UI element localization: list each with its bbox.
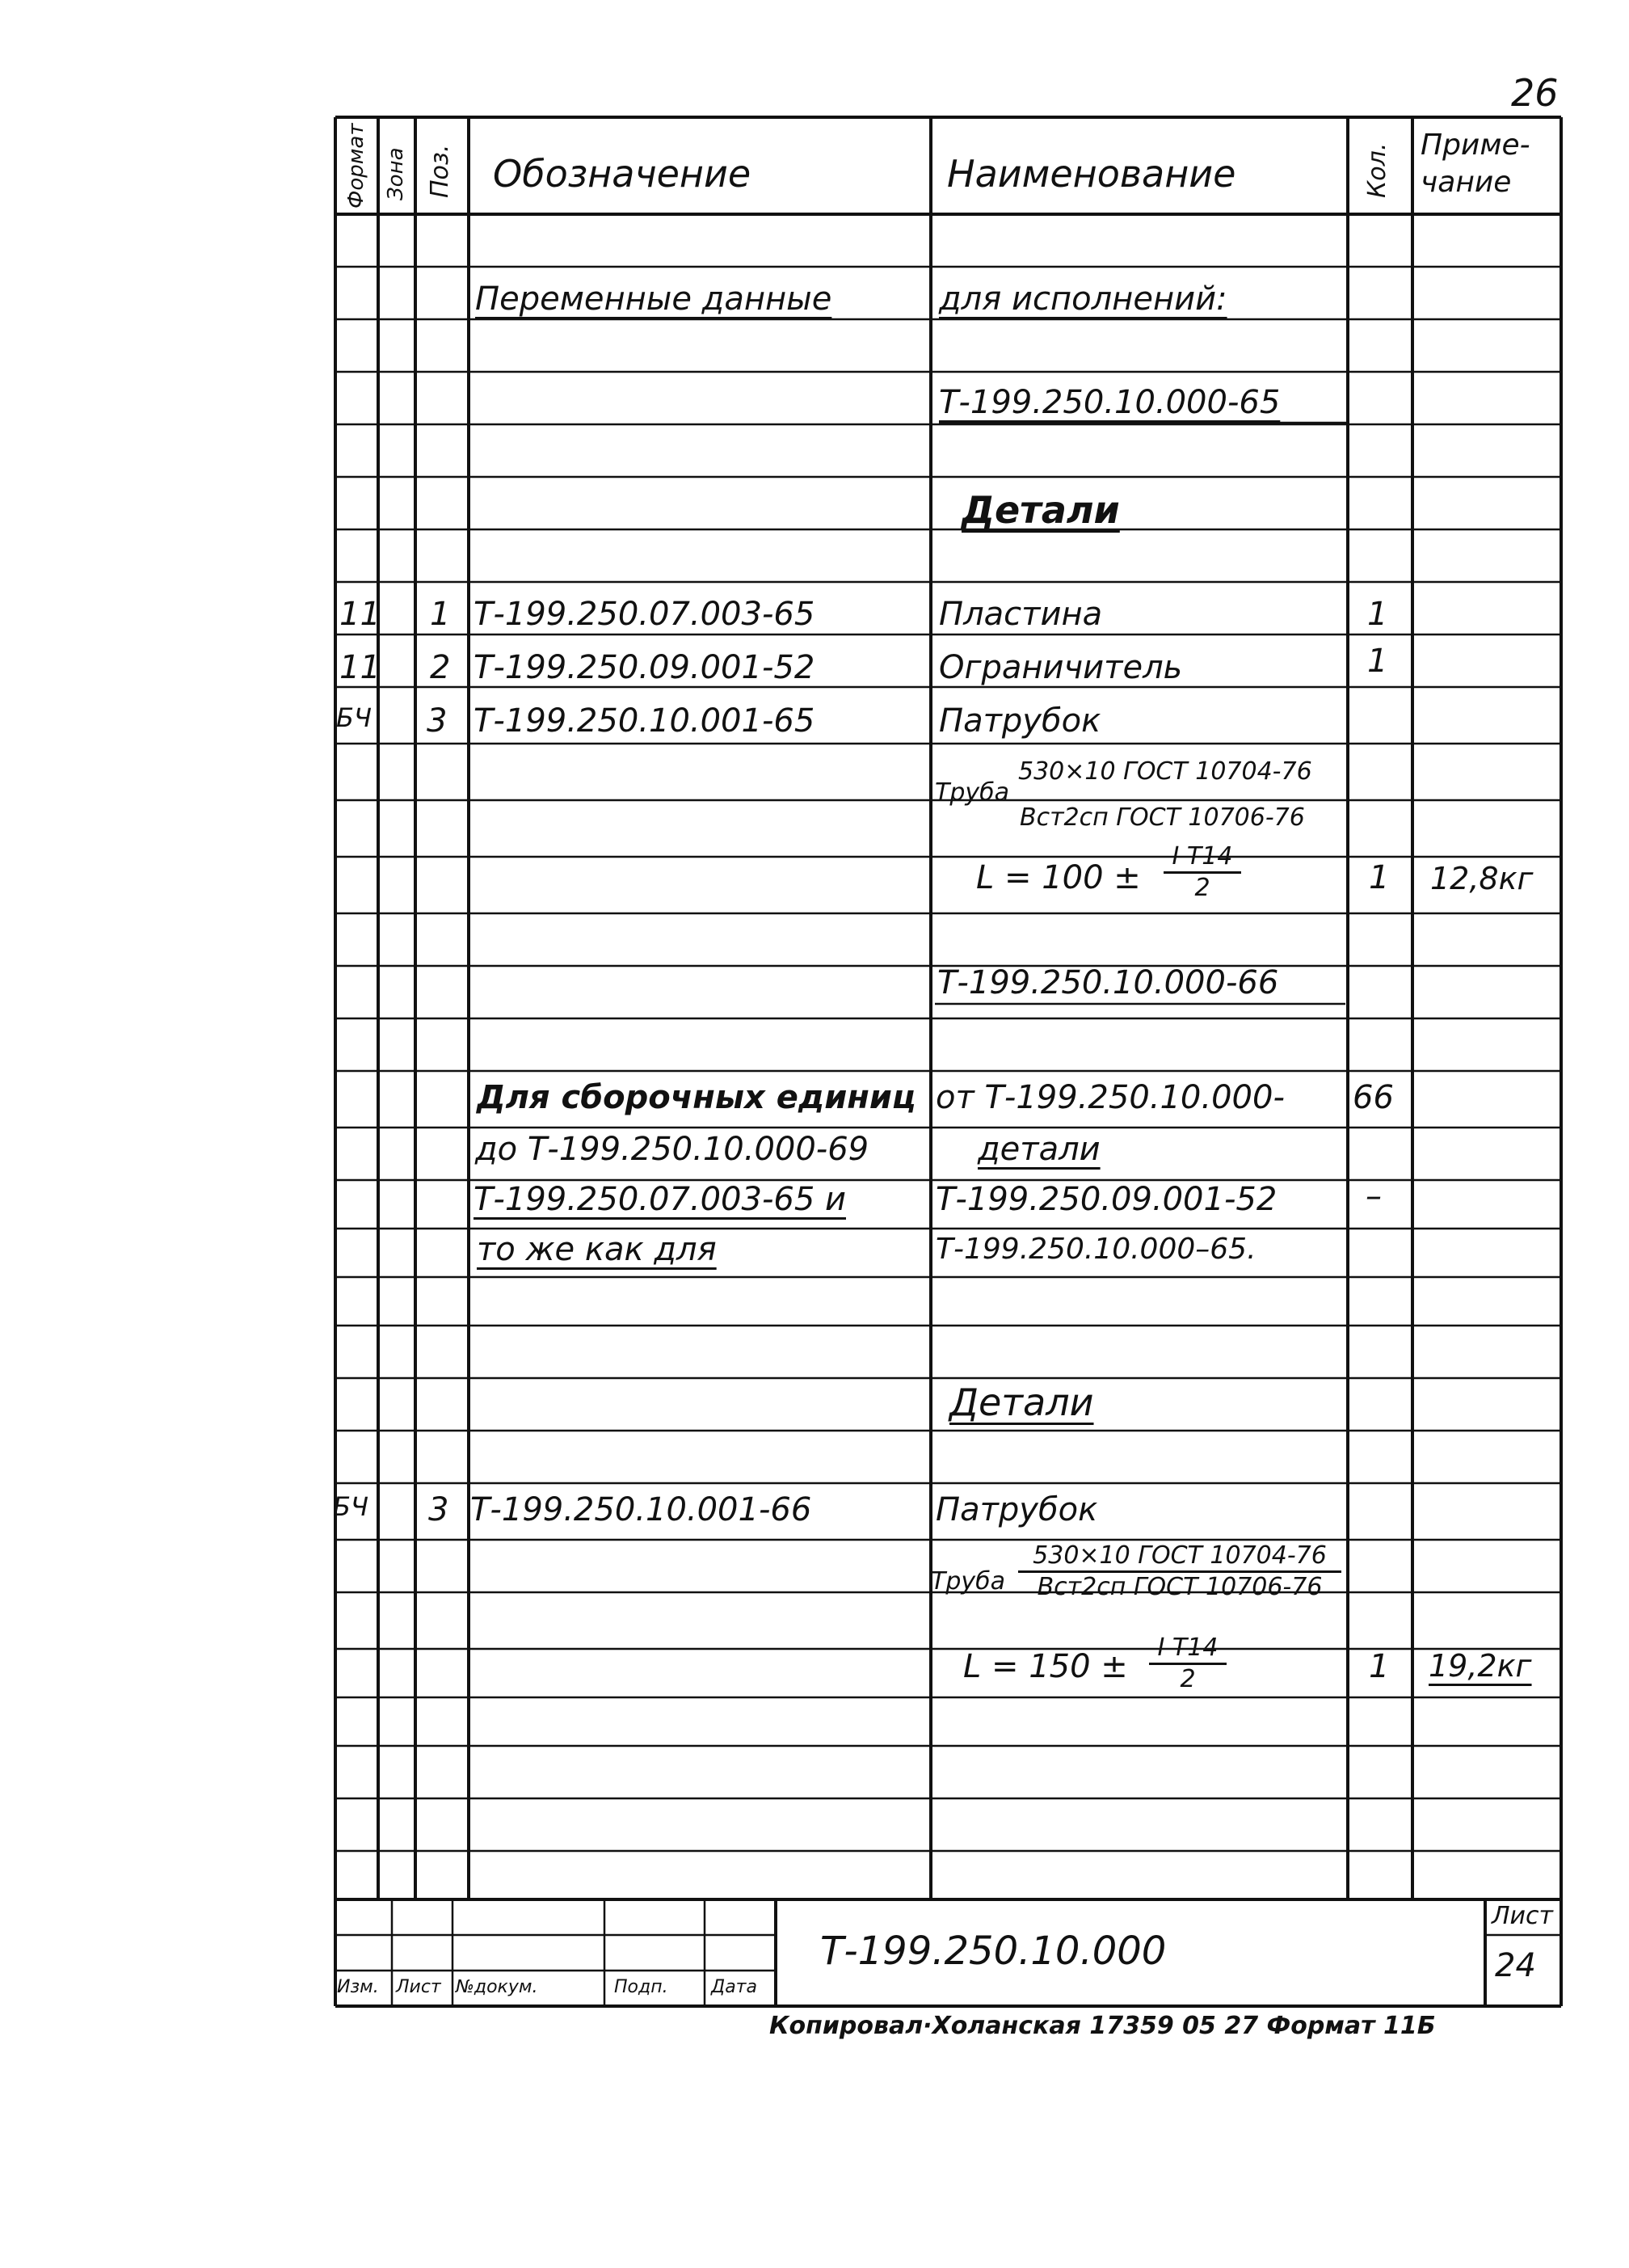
pipe2-numerator: 530×10 ГОСТ 10704-76 <box>1018 1544 1341 1573</box>
row2-format: 11 <box>339 649 381 686</box>
header-designation: Обозначение <box>493 152 751 196</box>
header-position: Поз. <box>426 144 454 198</box>
pipe2-denominator: Вст2сп ГОСТ 10706-76 <box>1037 1573 1323 1601</box>
assembly-line2-right: детали <box>978 1131 1101 1168</box>
length2-prefix: L = 150 ± <box>963 1648 1128 1685</box>
length1-quantity: 1 <box>1369 859 1390 896</box>
pipe2-fraction <box>1018 1541 1341 1601</box>
title-label-date: Дата <box>711 1977 757 1997</box>
length2-note: 19,2кг <box>1429 1648 1532 1684</box>
variable-data-left: Переменные данные <box>475 280 832 318</box>
assembly-line2-left: до Т-199.250.10.000-69 <box>475 1131 869 1168</box>
length2-tolerance-den: 2 <box>1180 1665 1196 1693</box>
variable-data-right: для исполнений: <box>939 280 1227 318</box>
variant-66: Т-199.250.10.000-66 <box>937 964 1279 1001</box>
variant-65: Т-199.250.10.000-65 <box>939 384 1281 421</box>
title-label-sheet: Лист <box>396 1977 441 1997</box>
assembly-line1-qty: 66 <box>1353 1079 1394 1116</box>
row3-position: 3 <box>427 702 448 740</box>
row4-format: БЧ <box>333 1491 368 1522</box>
assembly-line3-left: Т-199.250.07.003-65 и <box>474 1181 846 1218</box>
assembly-line1-right: от Т-199.250.10.000- <box>936 1079 1285 1116</box>
length2-tolerance-num: I T14 <box>1149 1636 1227 1665</box>
assembly-line3-qty: – <box>1366 1178 1382 1215</box>
row1-quantity: 1 <box>1367 596 1388 633</box>
title-label-signature: Подп. <box>614 1977 668 1997</box>
row1-format: 11 <box>339 596 381 633</box>
pipe1-numerator: 530×10 ГОСТ 10704-76 <box>1018 757 1312 786</box>
row4-name: Патрубок <box>936 1491 1098 1528</box>
length1-note: 12,8кг <box>1430 861 1534 896</box>
length2-quantity: 1 <box>1369 1648 1390 1685</box>
title-label-doc-number: №докум. <box>456 1977 538 1997</box>
header-note-line1: Приме- <box>1421 129 1530 162</box>
row2-designation: Т-199.250.09.001-52 <box>474 649 815 686</box>
pipe2-label: Труба <box>931 1567 1006 1596</box>
page-number: 26 <box>1511 71 1559 115</box>
assembly-line4-left: то же как для <box>477 1231 717 1268</box>
row2-name: Ограничитель <box>939 649 1183 686</box>
header-zone: Зона <box>384 147 408 200</box>
length1-tolerance <box>1164 842 1241 902</box>
details-heading-2: Детали <box>949 1381 1094 1424</box>
row3-designation: Т-199.250.10.001-65 <box>474 702 815 740</box>
row4-position: 3 <box>428 1491 449 1528</box>
row3-name: Патрубок <box>939 702 1101 740</box>
title-label-change: Изм. <box>337 1977 379 1997</box>
row2-quantity: 1 <box>1367 643 1388 680</box>
details-heading-1: Детали <box>962 488 1120 532</box>
length1-tolerance-num: I T14 <box>1164 845 1241 874</box>
assembly-line1-left: Для сборочных единиц <box>477 1079 916 1116</box>
document-number: Т-199.250.10.000 <box>820 1929 1167 1974</box>
length1-tolerance-den: 2 <box>1194 874 1210 902</box>
row3-format: БЧ <box>336 702 372 733</box>
row2-position: 2 <box>430 649 451 686</box>
length1-prefix: L = 100 ± <box>976 859 1141 896</box>
header-quantity: Кол. <box>1363 142 1391 198</box>
assembly-line4-right: Т-199.250.10.000–65. <box>936 1233 1256 1266</box>
row4-designation: Т-199.250.10.001-66 <box>470 1491 812 1528</box>
footer-stamp: Копировал·Холанская 17359 05 27 Формат 11Б <box>769 2012 1436 2040</box>
row1-designation: Т-199.250.07.003-65 <box>474 596 815 633</box>
row1-name: Пластина <box>939 596 1103 633</box>
row1-position: 1 <box>430 596 451 633</box>
assembly-line3-right: Т-199.250.09.001-52 <box>936 1181 1278 1218</box>
sheet-label: Лист <box>1492 1902 1554 1930</box>
header-format: Формат <box>344 123 368 209</box>
header-name: Наименование <box>947 152 1236 196</box>
length2-tolerance <box>1149 1636 1227 1692</box>
sheet-number: 24 <box>1495 1947 1536 1984</box>
pipe1-denominator: Вст2сп ГОСТ 10706-76 <box>1020 803 1305 832</box>
header-note-line2: чание <box>1421 166 1512 199</box>
pipe1-label: Труба <box>935 778 1010 807</box>
